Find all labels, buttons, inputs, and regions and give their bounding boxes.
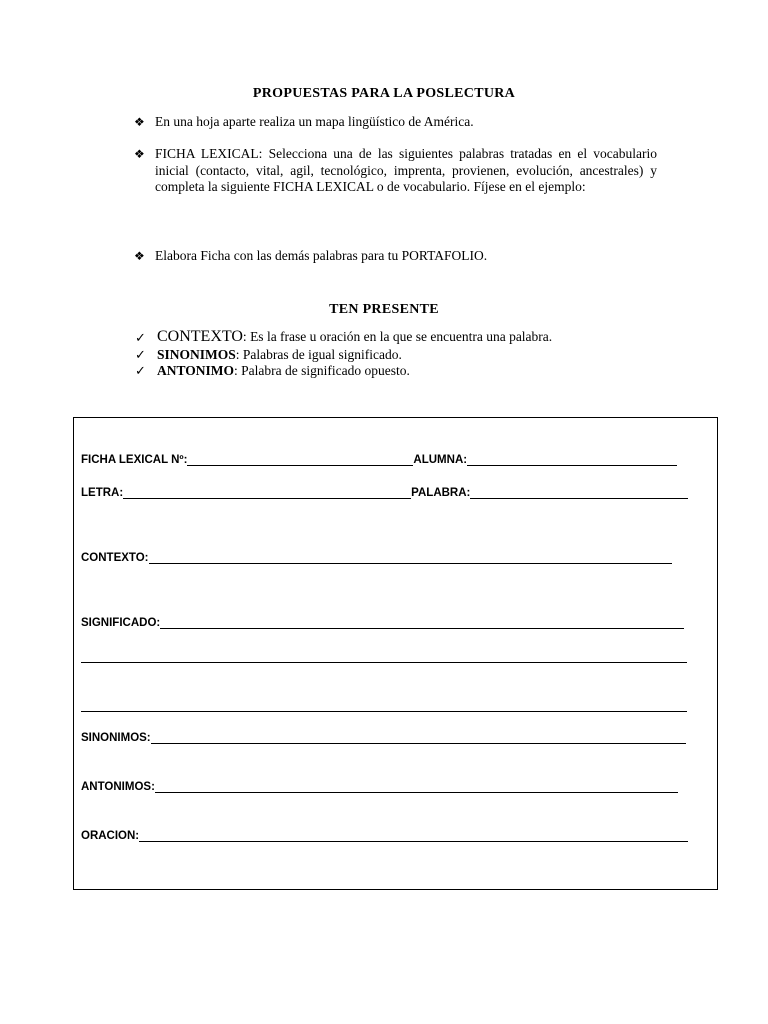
antonimos-field[interactable]: [155, 781, 678, 793]
check-desc: Palabras de igual significado.: [239, 347, 402, 362]
antonimos-row: [81, 780, 678, 794]
letra-field[interactable]: [123, 487, 411, 499]
antonimos-label: ANTONIMOS:: [81, 781, 155, 793]
check-item: [157, 329, 552, 345]
palabra-label: PALABRA:: [411, 487, 471, 499]
page-title: PROPUESTAS PARA LA POSLECTURA: [252, 86, 516, 101]
check-icon: ✓: [135, 330, 146, 345]
check-icon: ✓: [135, 347, 146, 362]
significado-row: [81, 616, 684, 630]
letra-label: LETRA:: [81, 487, 124, 499]
contexto-row: [81, 551, 672, 565]
significado-row-3: [81, 700, 687, 713]
bullet-diamond-icon: ❖: [134, 147, 145, 161]
check-icon: ✓: [135, 363, 146, 378]
significado-field-3[interactable]: [81, 700, 687, 712]
contexto-label: CONTEXTO:: [81, 552, 149, 564]
significado-label: SIGNIFICADO:: [81, 617, 161, 629]
alumna-label: ALUMNA:: [413, 454, 468, 466]
ficha-number-field[interactable]: [187, 454, 413, 466]
alumna-field[interactable]: [467, 454, 677, 466]
check-desc: Es la frase u oración en la que se encuentra una palabra.: [246, 329, 553, 344]
palabra-field[interactable]: [470, 487, 688, 499]
bullet-item: FICHA LEXICAL: Selecciona una de las siguientes palabras tratadas en el vocabulario inicial (contacto, vital, agil, tecnológico, imprenta, provienen, evolución, ancestrales) y completa la siguiente FICHA LEXICAL o de vocabulario. Fíjese en el ejemplo:: [155, 146, 657, 194]
bullet-diamond-icon: ❖: [134, 115, 145, 129]
bullet-item: Elabora Ficha con las demás palabras para tu PORTAFOLIO.: [155, 248, 488, 263]
check-sep: :: [234, 363, 238, 378]
check-sep: :: [242, 329, 247, 344]
check-term: ANTONIMO: [157, 363, 235, 378]
check-term: SINONIMOS: [157, 347, 236, 362]
contexto-field[interactable]: [149, 552, 672, 564]
ficha-row: [81, 453, 677, 467]
oracion-row: [81, 829, 688, 843]
bullet-diamond-icon: ❖: [134, 249, 145, 263]
oracion-label: ORACION:: [81, 830, 140, 842]
letra-row: [81, 486, 688, 500]
check-term: CONTEXTO: [157, 328, 243, 345]
significado-field-2[interactable]: [81, 651, 687, 663]
sinonimos-row: [81, 731, 686, 745]
ficha-number-label: FICHA LEXICAL Nº:: [81, 454, 188, 466]
check-desc: Palabra de significado opuesto.: [237, 363, 410, 378]
significado-row-2: [81, 651, 687, 664]
oracion-field[interactable]: [139, 830, 688, 842]
check-sep: :: [235, 347, 240, 362]
section-title: TEN PRESENTE: [329, 302, 439, 317]
check-item: [157, 347, 402, 363]
bullet-item: En una hoja aparte realiza un mapa lingüístico de América.: [155, 114, 474, 129]
check-item: [157, 363, 410, 379]
significado-field[interactable]: [160, 617, 684, 629]
sinonimos-label: SINONIMOS:: [81, 732, 151, 744]
sinonimos-field[interactable]: [151, 732, 686, 744]
